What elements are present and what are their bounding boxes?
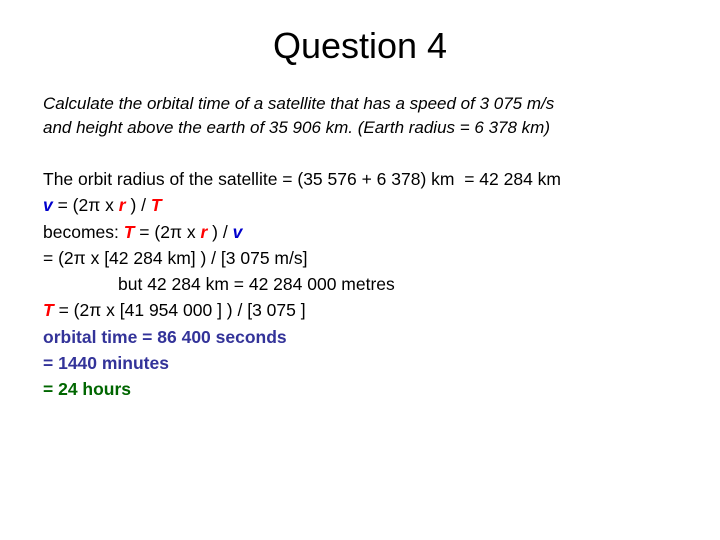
question-line-2: and height above the earth of 35 906 km. (Earth radius = 6 378 km) xyxy=(43,118,551,137)
rearranged-formula-line xyxy=(43,219,703,245)
working-block xyxy=(43,166,703,403)
speed-formula-line xyxy=(43,192,703,218)
question-text xyxy=(43,92,703,140)
result-minutes-line: = 1440 minutes xyxy=(43,353,169,374)
substitution-line: = (2π x [42 284 km] ) / [3 075 m/s] xyxy=(43,247,308,268)
var-r: r xyxy=(200,221,208,242)
unit-conversion-line: but 42 284 km = 42 284 000 metres xyxy=(118,274,395,295)
formula-part: ) / xyxy=(207,221,233,242)
question-line-1: Calculate the orbital time of a satellite that has a speed of 3 075 m/s xyxy=(43,94,555,113)
formula-part: becomes: xyxy=(43,221,124,242)
var-r: r xyxy=(118,195,126,216)
result-seconds-line: orbital time = 86 400 seconds xyxy=(43,326,287,347)
var-v: v xyxy=(232,221,243,242)
period-calculation-line xyxy=(43,297,703,323)
var-T: T xyxy=(43,300,54,321)
var-T: T xyxy=(150,195,162,216)
formula-part: = (2π x xyxy=(134,221,201,242)
formula-part: ) / xyxy=(125,195,151,216)
slide-title: Question 4 xyxy=(272,25,448,66)
result-hours-line: = 24 hours xyxy=(43,379,132,400)
var-T: T xyxy=(123,221,135,242)
orbit-radius-line: The orbit radius of the satellite = (35 576 + 6 378) km = 42 284 km xyxy=(43,169,562,189)
formula-part: = (2π x xyxy=(52,195,119,216)
formula-part: = (2π x [41 954 000 ] ) / [3 075 ] xyxy=(53,300,306,321)
var-v: v xyxy=(43,195,53,216)
